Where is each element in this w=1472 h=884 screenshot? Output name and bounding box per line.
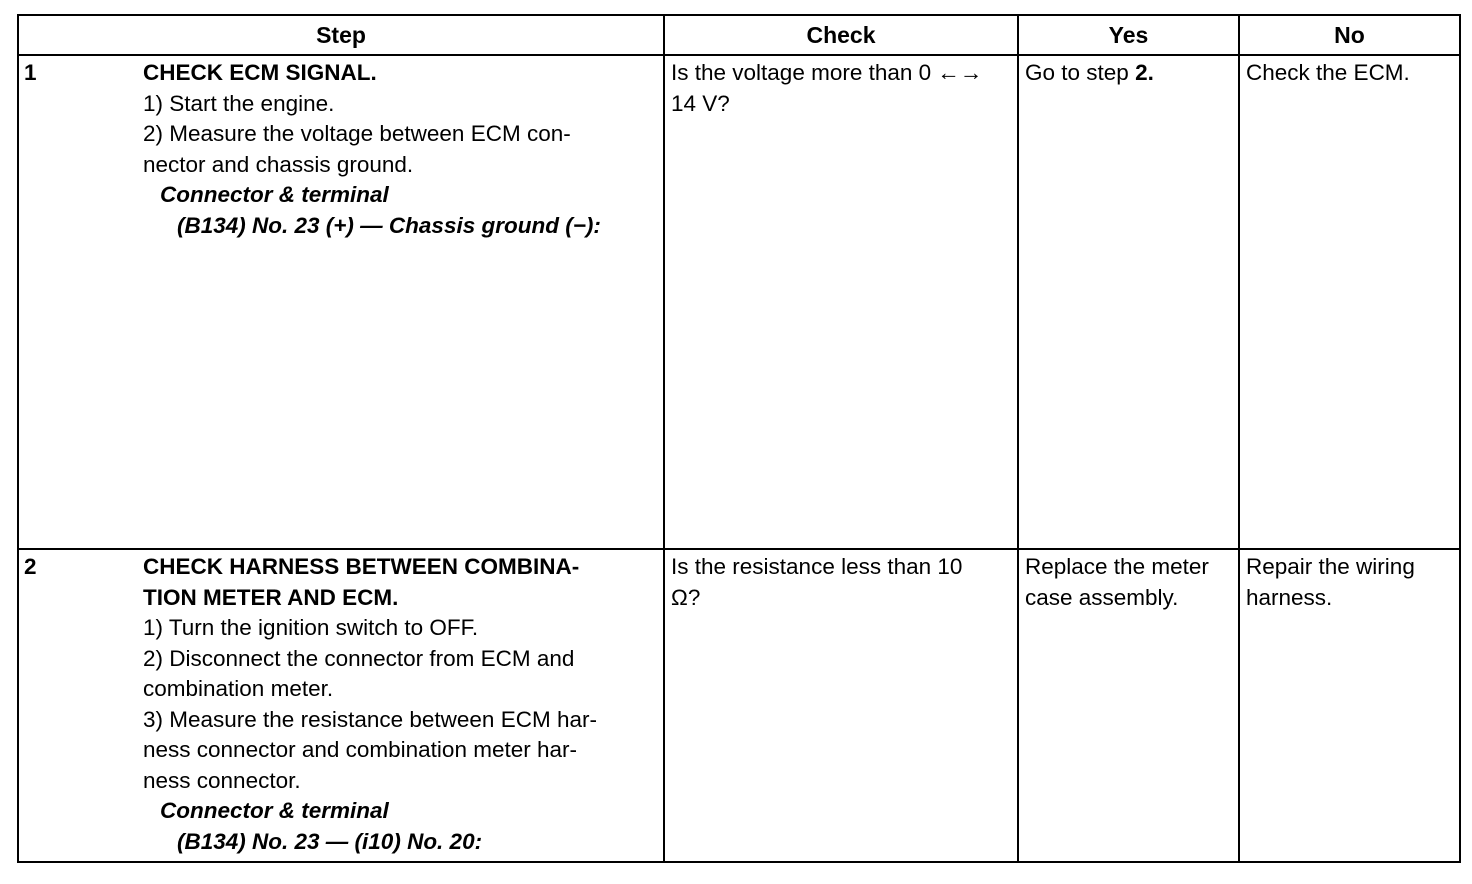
header-yes: Yes [1018, 15, 1239, 55]
step-content [143, 56, 663, 241]
check-cell [664, 55, 1018, 549]
step-instruction: ness connector. [143, 767, 301, 793]
check-text: Ω? [671, 584, 701, 610]
header-check: Check [664, 15, 1018, 55]
header-step: Step [18, 15, 664, 55]
step-instruction: ness connector and combination meter har- [143, 737, 577, 762]
yes-text: case assembly. [1025, 584, 1179, 610]
step-instruction: 1) Start the engine. [143, 90, 335, 116]
check-text: 14 V? [671, 90, 730, 116]
connector-terminal: (B134) No. 23 (+) — Chassis ground (−): [177, 212, 601, 238]
no-cell [1239, 549, 1460, 862]
step-number: 1 [24, 60, 37, 85]
yes-text [1019, 56, 1238, 89]
step-cell [18, 549, 664, 862]
check-text: Is the voltage more than 0 ←→ [671, 60, 983, 85]
step-instruction: combination meter. [143, 676, 334, 701]
no-cell [1239, 55, 1460, 549]
header-row [18, 15, 1460, 55]
yes-step-ref: 2. [1135, 60, 1154, 85]
step-instruction: 1) Turn the ignition switch to OFF. [143, 615, 479, 640]
yes-text: Replace the meter [1025, 554, 1209, 579]
step-number: 2 [24, 554, 37, 579]
header-no: No [1239, 15, 1460, 55]
step-title: TION METER AND ECM. [143, 584, 399, 610]
yes-cell [1018, 55, 1239, 549]
diagnostic-table [17, 14, 1461, 863]
connector-terminal: (B134) No. 23 — (i10) No. 20: [177, 828, 483, 854]
step-instruction: 3) Measure the resistance between ECM har- [143, 706, 597, 732]
step-instruction: 2) Measure the voltage between ECM con- [143, 121, 571, 146]
step-content [143, 550, 663, 857]
no-text: Check the ECM. [1246, 60, 1410, 85]
step-cell [18, 55, 664, 549]
step-instruction: 2) Disconnect the connector from ECM and [143, 645, 575, 671]
yes-cell [1018, 549, 1239, 862]
table-row [18, 55, 1460, 549]
no-text: Repair the wiring [1246, 554, 1415, 579]
yes-prefix: Go to step [1025, 60, 1136, 85]
step-title: CHECK HARNESS BETWEEN COMBINA- [143, 554, 580, 579]
connector-label: Connector & terminal [160, 182, 389, 207]
connector-label: Connector & terminal [160, 798, 389, 823]
no-text: harness. [1246, 584, 1333, 610]
check-cell [664, 549, 1018, 862]
check-text: Is the resistance less than 10 [671, 554, 963, 579]
table-row [18, 549, 1460, 862]
step-instruction: nector and chassis ground. [143, 151, 414, 177]
step-title: CHECK ECM SIGNAL. [143, 60, 377, 85]
